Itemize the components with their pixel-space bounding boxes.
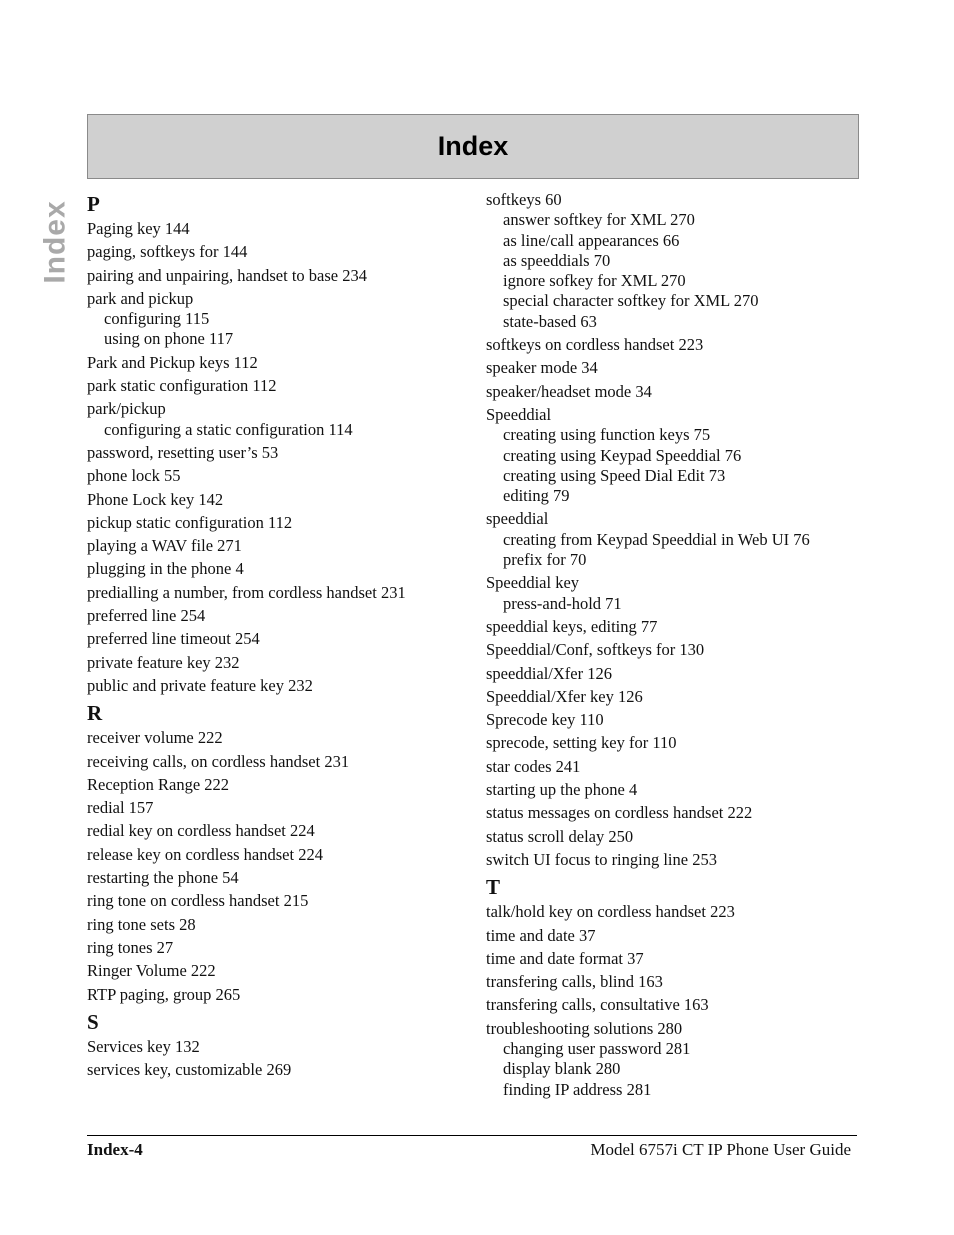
index-entry: [486, 405, 886, 506]
index-entry: [486, 733, 886, 753]
index-entry-term: speeddial: [486, 509, 549, 529]
index-letter-heading: S: [87, 1009, 99, 1034]
index-entry-term: plugging in the phone 4: [87, 559, 244, 579]
index-entry-term: Speeddial/Xfer key 126: [486, 686, 643, 706]
index-entry: [486, 827, 886, 847]
index-entry-term: preferred line 254: [87, 606, 206, 626]
index-subentry: creating using function keys 75: [503, 425, 711, 445]
index-letter-heading: P: [87, 192, 100, 216]
index-entry-term: park and pickup: [87, 288, 194, 308]
index-subentry: creating from Keypad Speeddial in Web UI 76: [503, 529, 810, 549]
index-entry: [87, 606, 477, 626]
index-entry: [486, 972, 886, 992]
index-entry: [87, 845, 477, 865]
index-entry: [486, 382, 886, 402]
index-entry-term: restarting the phone 54: [87, 868, 239, 888]
index-entry-term: transfering calls, consultative 163: [486, 995, 709, 1015]
index-entry: [87, 583, 477, 603]
index-entry: [486, 573, 886, 614]
index-entry-term: receiving calls, on cordless handset 231: [87, 751, 350, 771]
index-entry-term: speaker mode 34: [486, 358, 598, 378]
footer-divider: [87, 1135, 857, 1136]
index-entry: [87, 1037, 477, 1057]
index-entry: [486, 509, 886, 570]
index-entry: [486, 949, 886, 969]
index-subentry: special character softkey for XML 270: [503, 291, 759, 311]
index-subentry: creating using Keypad Speeddial 76: [503, 445, 742, 465]
index-entry-term: Paging key 144: [87, 219, 190, 238]
index-entry-term: speaker/headset mode 34: [486, 381, 652, 401]
index-letter-heading: T: [486, 875, 501, 900]
index-entry-term: Park and Pickup keys 112: [87, 352, 258, 372]
index-entry: [486, 926, 886, 946]
index-entry: [486, 803, 886, 823]
index-column-right: [486, 190, 886, 1103]
index-entry-term: status scroll delay 250: [486, 826, 634, 846]
index-entry: [486, 710, 886, 730]
index-subentry: using on phone 117: [104, 329, 234, 349]
index-entry: [87, 915, 477, 935]
index-entry-term: RTP paging, group 265: [87, 984, 241, 1004]
index-entry-term: star codes 241: [486, 756, 581, 776]
index-entry-term: password, resetting user’s 53: [87, 442, 279, 462]
index-entry-term: switch UI focus to ringing line 253: [486, 849, 717, 869]
footer-guide-title: Model 6757i CT IP Phone User Guide: [590, 1140, 851, 1159]
index-subentry: configuring 115: [104, 309, 210, 329]
index-entry: [486, 902, 886, 922]
index-entry: [87, 775, 477, 795]
index-entry: [87, 653, 477, 673]
index-entry-term: Phone Lock key 142: [87, 489, 224, 509]
index-entry: [87, 752, 477, 772]
page-title: Index: [437, 131, 509, 161]
index-entry: [87, 821, 477, 841]
index-subentry: finding IP address 281: [503, 1079, 652, 1099]
index-entry: [87, 513, 477, 533]
index-entry: [87, 985, 477, 1005]
index-entry-term: transfering calls, blind 163: [486, 972, 663, 992]
index-subentry: as speeddials 70: [503, 250, 611, 270]
index-header-bar: [87, 114, 859, 179]
index-entry: [87, 868, 477, 888]
index-entry-term: status messages on cordless handset 222: [486, 803, 753, 823]
index-entry-term: phone lock 55: [87, 466, 181, 486]
footer-page-label: Index-4: [87, 1140, 143, 1159]
index-entry-term: Ringer Volume 222: [87, 961, 216, 981]
index-entry: [87, 376, 477, 396]
index-entry: [87, 798, 477, 818]
index-entry: [87, 242, 477, 262]
index-entry-term: talk/hold key on cordless handset 223: [486, 902, 735, 922]
index-subentry: editing 79: [503, 486, 570, 506]
index-entry: [87, 961, 477, 981]
index-entry-term: Sprecode key 110: [486, 710, 604, 730]
index-entry-term: paging, softkeys for 144: [87, 242, 248, 262]
index-subentry: ignore sofkey for XML 270: [503, 271, 686, 291]
index-entry: [87, 676, 477, 696]
index-entry: [87, 728, 477, 748]
index-entry-term: Services key 132: [87, 1036, 200, 1056]
index-entry-term: services key, customizable 269: [87, 1060, 292, 1080]
index-column-left: [87, 190, 477, 1083]
index-entry-term: release key on cordless handset 224: [87, 844, 323, 864]
index-subentry: answer softkey for XML 270: [503, 210, 695, 230]
index-entry: [486, 850, 886, 870]
index-entry: [87, 399, 477, 440]
index-entry: [486, 780, 886, 800]
index-entry: [486, 757, 886, 777]
index-entry: [486, 664, 886, 684]
index-subentry: creating using Speed Dial Edit 73: [503, 465, 726, 485]
index-entry-term: receiver volume 222: [87, 728, 223, 748]
index-subentry: configuring a static configuration 114: [104, 419, 353, 439]
index-entry-term: park static configuration 112: [87, 376, 277, 396]
index-entry-term: ring tone on cordless handset 215: [87, 891, 309, 911]
index-entry-term: sprecode, setting key for 110: [486, 733, 677, 753]
index-entry: [486, 335, 886, 355]
side-index-tab: [38, 192, 74, 292]
index-entry: [87, 938, 477, 958]
index-entry: [486, 687, 886, 707]
index-subentry: prefix for 70: [503, 550, 587, 570]
index-entry-term: time and date 37: [486, 925, 596, 945]
index-subentry: as line/call appearances 66: [503, 230, 680, 250]
index-entry-term: softkeys on cordless handset 223: [486, 335, 704, 355]
index-entry-term: park/pickup: [87, 399, 166, 419]
index-entry: [87, 1060, 477, 1080]
index-entry-term: starting up the phone 4: [486, 780, 638, 800]
index-subentry: display blank 280: [503, 1059, 621, 1079]
index-entry: [486, 190, 886, 332]
index-entry: [87, 490, 477, 510]
index-subentry: press-and-hold 71: [503, 593, 622, 613]
index-entry-term: public and private feature key 232: [87, 675, 313, 695]
index-entry: [87, 289, 477, 350]
index-entry-term: private feature key 232: [87, 652, 240, 672]
index-entry-term: Speeddial: [486, 404, 552, 424]
index-entry-term: pairing and unpairing, handset to base 234: [87, 265, 367, 285]
index-entry-term: ring tones 27: [87, 937, 174, 957]
index-entry-term: playing a WAV file 271: [87, 536, 242, 556]
index-entry-term: ring tone sets 28: [87, 914, 196, 934]
index-entry-term: preferred line timeout 254: [87, 629, 260, 649]
index-entry: [486, 1019, 886, 1100]
index-entry-term: predialling a number, from cordless handset 231: [87, 582, 406, 602]
index-subentry: state-based 63: [503, 311, 597, 331]
index-entry-term: Speeddial key: [486, 573, 580, 593]
index-entry-term: time and date format 37: [486, 948, 644, 968]
index-entry-term: speeddial/Xfer 126: [486, 663, 612, 683]
index-entry-term: Speeddial/Conf, softkeys for 130: [486, 640, 705, 660]
index-entry-term: troubleshooting solutions 280: [486, 1018, 683, 1038]
index-entry-term: speeddial keys, editing 77: [486, 616, 658, 636]
index-entry: [87, 266, 477, 286]
index-entry: [87, 629, 477, 649]
index-entry: [486, 995, 886, 1015]
index-entry-term: pickup static configuration 112: [87, 512, 293, 532]
index-entry: [486, 358, 886, 378]
index-entry: [87, 536, 477, 556]
index-entry-term: redial key on cordless handset 224: [87, 821, 315, 841]
index-entry: [87, 353, 477, 373]
index-entry-term: redial 157: [87, 798, 154, 818]
index-entry: [87, 466, 477, 486]
side-index-tab-label: Index: [39, 200, 73, 284]
index-entry: [486, 640, 886, 660]
index-entry-term: softkeys 60: [486, 190, 562, 209]
index-entry: [87, 443, 477, 463]
index-entry: [87, 891, 477, 911]
index-entry: [87, 219, 477, 239]
index-subentry: changing user password 281: [503, 1038, 691, 1058]
index-entry-term: Reception Range 222: [87, 774, 230, 794]
index-entry: [486, 617, 886, 637]
index-entry: [87, 559, 477, 579]
index-letter-heading: R: [87, 701, 103, 726]
